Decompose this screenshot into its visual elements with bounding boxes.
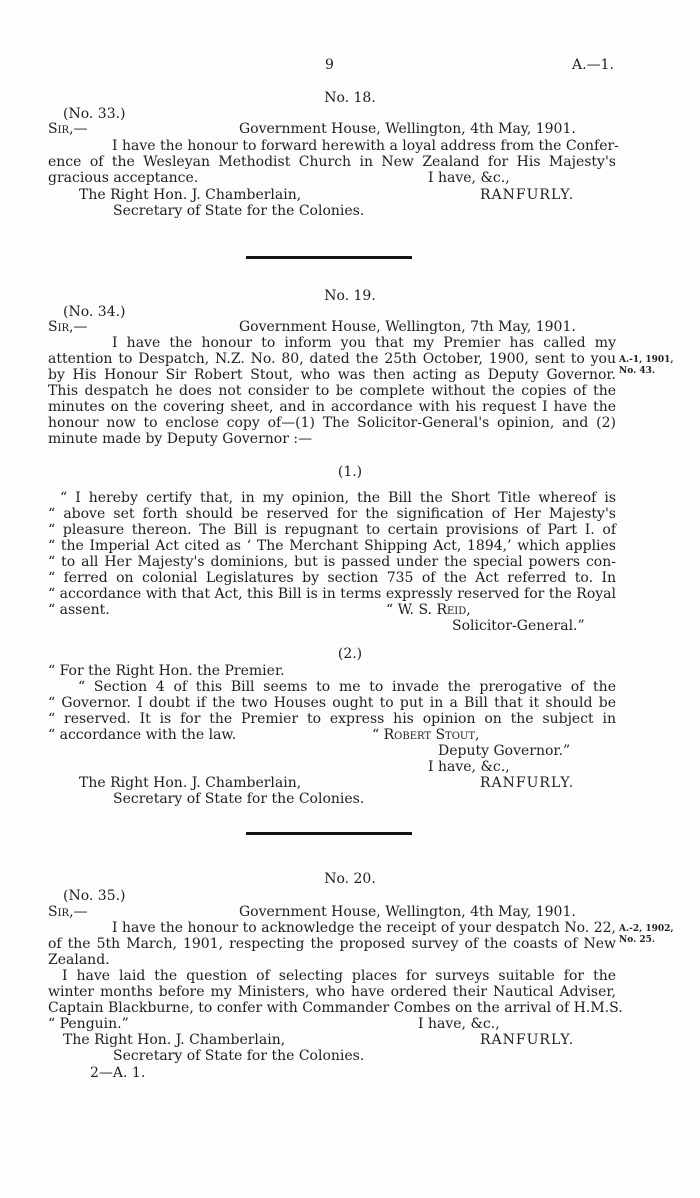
despatch-ref: (No. 34.): [63, 304, 126, 320]
salutation: Sir,—: [48, 319, 88, 335]
enclosure-line: “ assent.: [48, 602, 110, 618]
closing: I have, &c.,: [418, 1016, 500, 1032]
signature: RANFURLY.: [480, 187, 575, 203]
enclosure-line: “ ferred on colonial Legislatures by section 735 of the Act referred to. In: [48, 570, 616, 586]
recipient-title: Secretary of State for the Colonies.: [113, 791, 365, 807]
body-line: minute made by Deputy Governor :—: [48, 431, 313, 447]
margin-reference: A.-1, 1901,: [619, 355, 674, 365]
paper-code: A.—1.: [572, 57, 614, 73]
recipient-title: Secretary of State for the Colonies.: [113, 203, 365, 219]
salutation: Sir,—: [48, 904, 88, 920]
enclosure-line: “ Governor. I doubt if the two Houses ought to put in a Bill that it should be: [48, 695, 616, 711]
page-number: 9: [325, 57, 334, 73]
letter-address: Government House, Wellington, 4th May, 1901.: [239, 904, 576, 920]
enclosure-line: “ I hereby certify that, in my opinion, the Bill the Short Title whereof is: [60, 490, 616, 506]
body-line: This despatch he does not consider to be complete without the copies of the: [48, 383, 616, 399]
despatch-ref: (No. 35.): [63, 888, 126, 904]
letter-address: Government House, Wellington, 7th May, 1901.: [239, 319, 576, 335]
margin-reference: A.-2, 1902,: [619, 924, 674, 934]
section-divider: [246, 832, 412, 835]
letter-number: No. 18.: [324, 90, 376, 106]
letter-number: No. 20.: [324, 871, 376, 887]
body-line: by His Honour Sir Robert Stout, who was then acting as Deputy Governor.: [48, 367, 616, 383]
body-line: ence of the Wesleyan Methodist Church in New Zealand for His Majesty's: [48, 154, 616, 170]
recipient: The Right Hon. J. Chamberlain,: [79, 775, 302, 791]
enclosure-line: “ reserved. It is for the Premier to express his opinion on the subject in: [48, 711, 616, 727]
body-line: winter months before my Ministers, who have ordered their Nautical Adviser,: [48, 984, 616, 1000]
body-line: honour now to enclose copy of—(1) The Solicitor-General's opinion, and (2): [48, 415, 616, 431]
enclosure-signer-title: Deputy Governor.”: [438, 743, 571, 759]
enclosure-signer: “ Robert Stout,: [372, 727, 480, 743]
body-line: gracious acceptance.: [48, 170, 199, 186]
signature: RANFURLY.: [480, 1032, 575, 1048]
body-line: Captain Blackburne, to confer with Commander Combes on the arrival of H.M.S.: [48, 1000, 623, 1016]
enclosure-heading: (2.): [337, 646, 363, 662]
enclosure-line: “ the Imperial Act cited as ‘ The Merchant Shipping Act, 1894,’ which applies: [48, 538, 616, 554]
margin-reference: No. 43.: [619, 366, 655, 376]
enclosure-line: “ pleasure thereon. The Bill is repugnant to certain provisions of Part I. of: [48, 522, 616, 538]
signature: RANFURLY.: [480, 775, 575, 791]
body-line: I have the honour to acknowledge the receipt of your despatch No. 22,: [112, 920, 616, 936]
body-line: Zealand.: [48, 952, 110, 968]
body-line: minutes on the covering sheet, and in accordance with his request I have the: [48, 399, 616, 415]
recipient: The Right Hon. J. Chamberlain,: [63, 1032, 286, 1048]
enclosure-signer: “ W. S. Reid,: [386, 602, 471, 618]
body-line: of the 5th March, 1901, respecting the proposed survey of the coasts of New: [48, 936, 616, 952]
enclosure-heading: (1.): [337, 464, 363, 480]
body-line: I have the honour to forward herewith a loyal address from the Confer-: [112, 138, 619, 154]
recipient: The Right Hon. J. Chamberlain,: [79, 187, 302, 203]
margin-reference: No. 25.: [619, 935, 655, 945]
enclosure-line: “ accordance with the law.: [48, 727, 237, 743]
despatch-ref: (No. 33.): [63, 106, 126, 122]
body-line: “ Penguin.”: [48, 1016, 129, 1032]
enclosure-line: “ above set forth should be reserved for the signification of Her Majesty's: [48, 506, 616, 522]
body-line: I have laid the question of selecting places for surveys suitable for the: [62, 968, 616, 984]
signature-mark: 2—A. 1.: [90, 1065, 146, 1081]
letter-address: Government House, Wellington, 4th May, 1901.: [239, 121, 576, 137]
salutation: Sir,—: [48, 121, 88, 137]
body-line: attention to Despatch, N.Z. No. 80, dated the 25th October, 1900, sent to you: [48, 351, 616, 367]
closing: I have, &c.,: [428, 170, 510, 186]
section-divider: [246, 256, 412, 259]
enclosure-line: “ to all Her Majesty's dominions, but is passed under the special powers con-: [48, 554, 616, 570]
enclosure-line: “ accordance with that Act, this Bill is in terms expressly reserved for the Royal: [48, 586, 616, 602]
recipient-title: Secretary of State for the Colonies.: [113, 1048, 365, 1064]
letter-number: No. 19.: [324, 288, 376, 304]
enclosure-addressee: “ For the Right Hon. the Premier.: [48, 663, 285, 679]
body-line: I have the honour to inform you that my Premier has called my: [112, 335, 616, 351]
enclosure-line: “ Section 4 of this Bill seems to me to invade the prerogative of the: [78, 679, 616, 695]
closing: I have, &c.,: [428, 759, 510, 775]
enclosure-signer-title: Solicitor-General.”: [452, 618, 585, 634]
